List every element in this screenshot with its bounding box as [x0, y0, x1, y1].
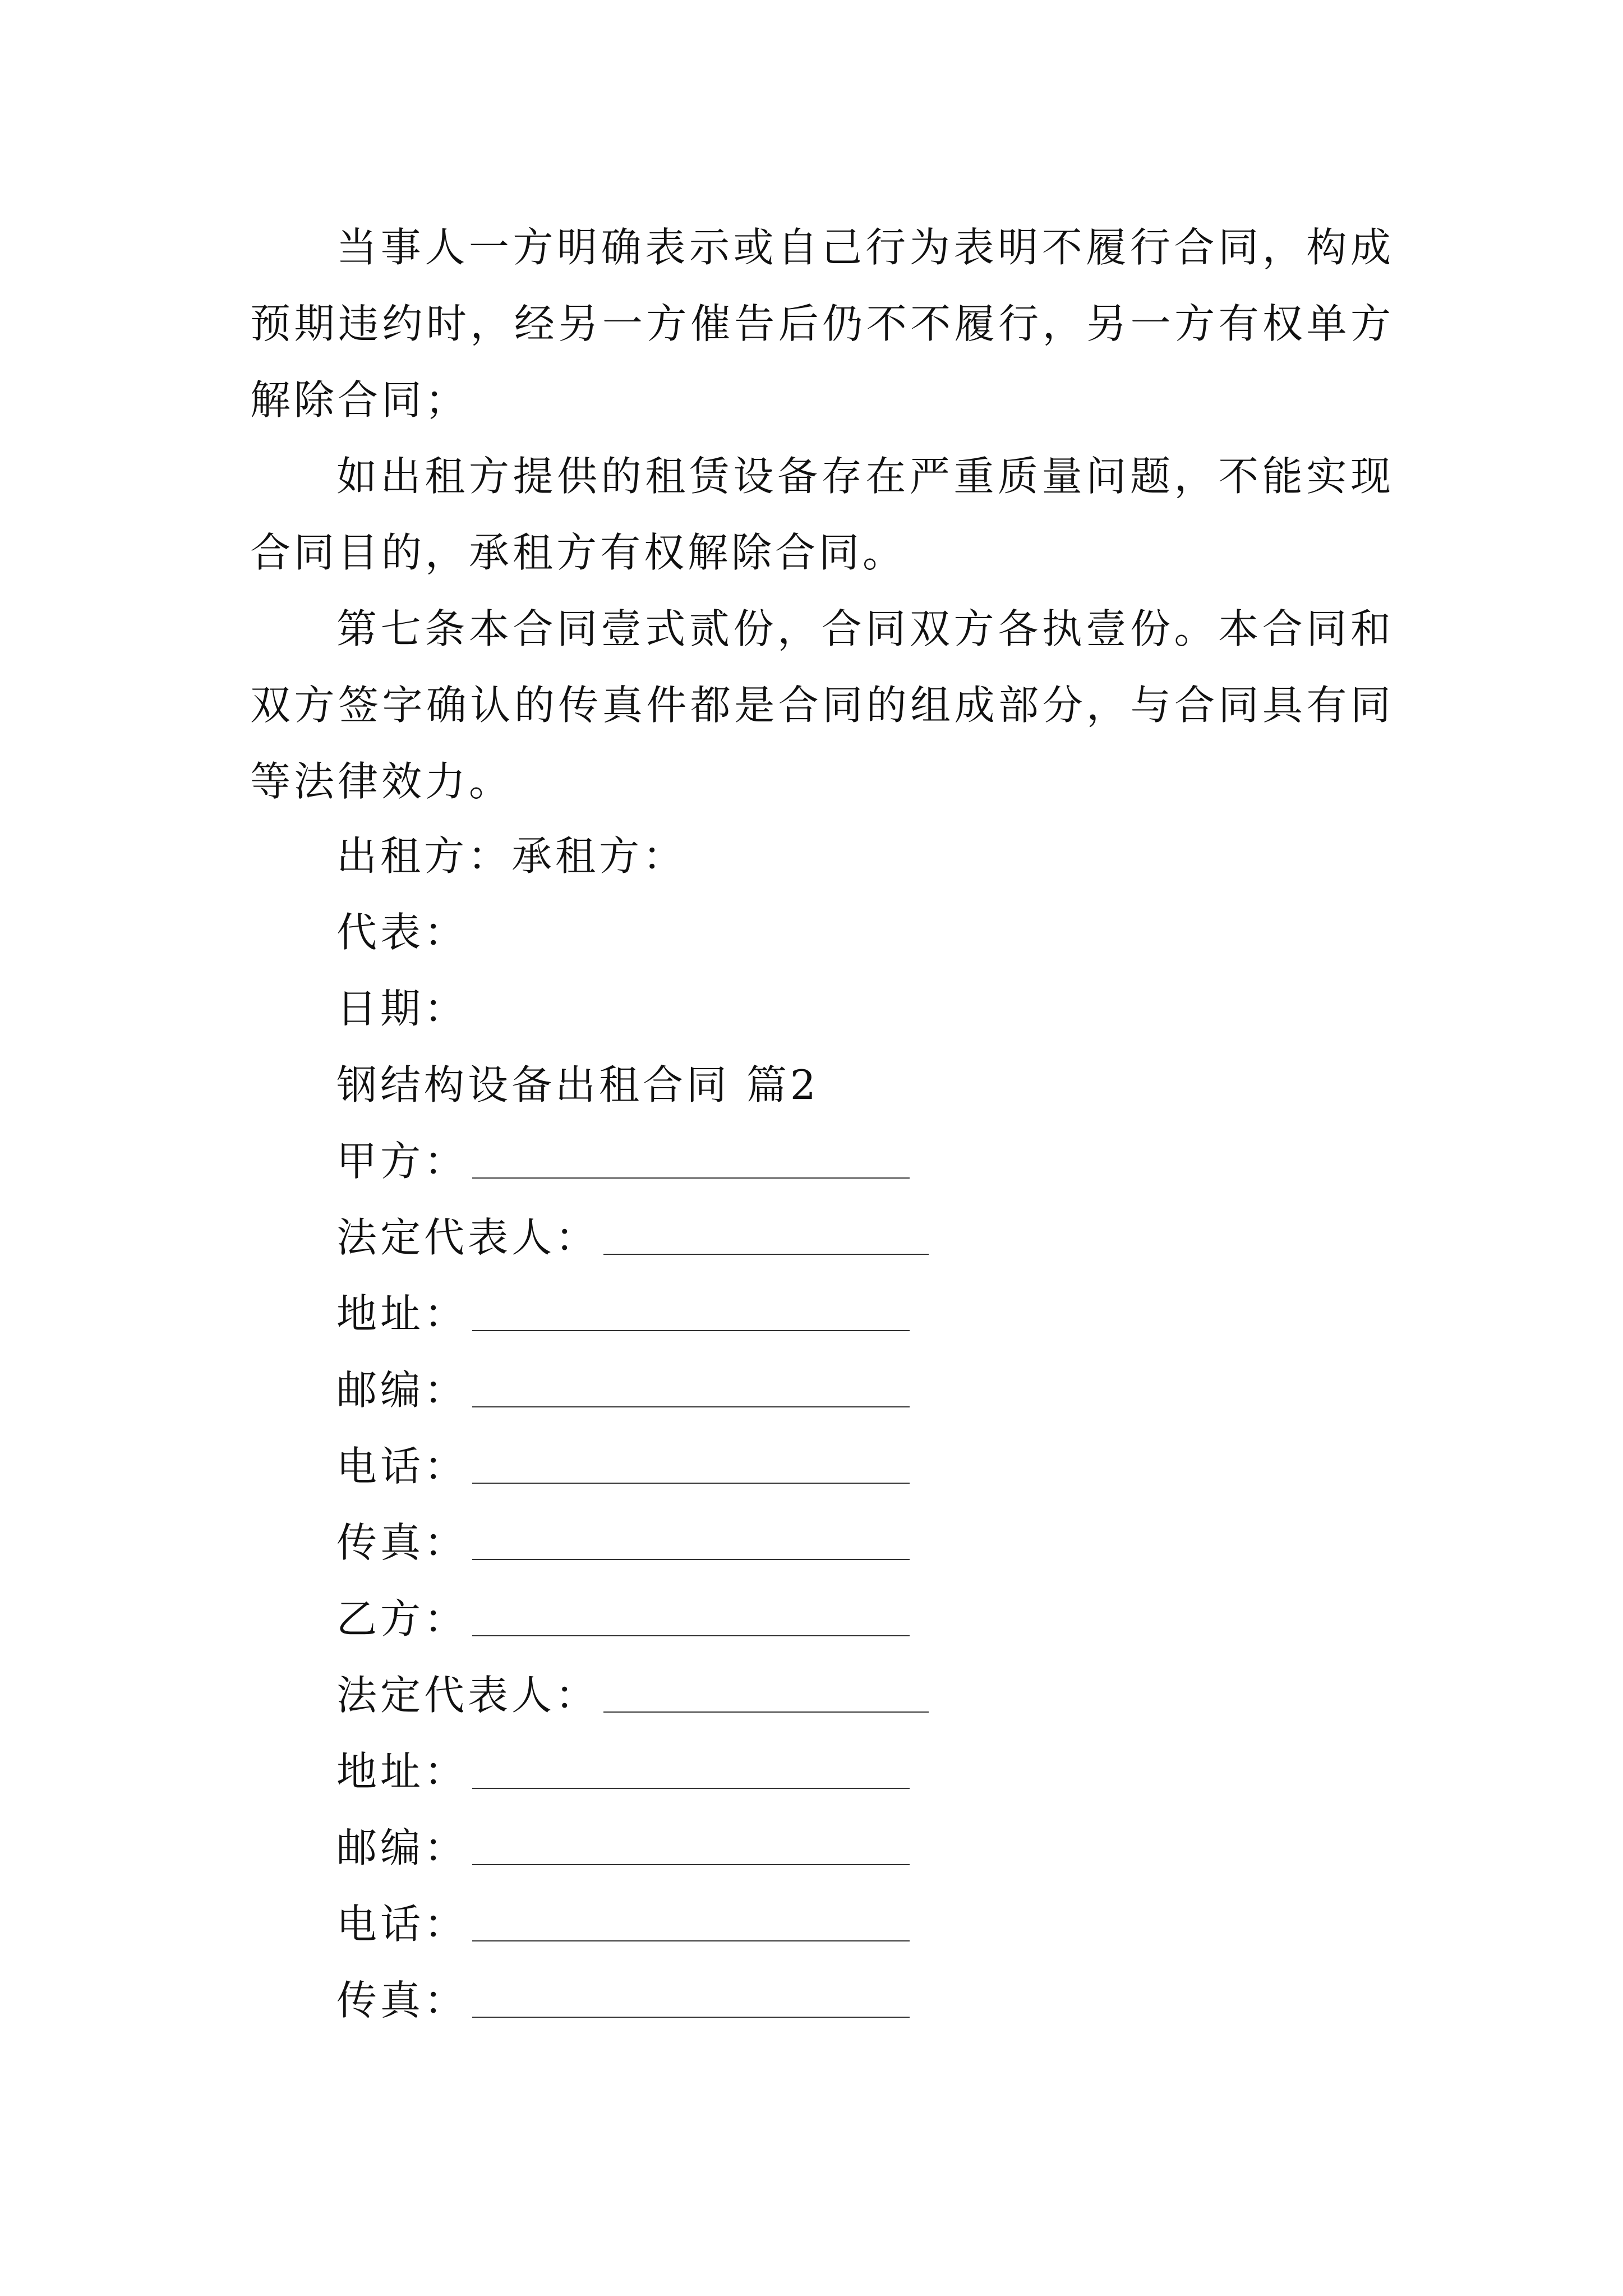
- party-b-phone-blank[interactable]: [472, 1940, 910, 1941]
- party-a-postcode-blank[interactable]: [472, 1406, 910, 1407]
- party-a-phone-label: 电话：: [336, 1443, 468, 1490]
- party-b-fax-field: [336, 1972, 910, 2028]
- clause-paragraph-3: 第七条本合同壹式贰份，合同双方各执壹份。本合同和双方签字确认的传真件都是合同的组成部分，与合同具有同等法律效力。: [250, 605, 1394, 805]
- party-b-address-label: 地址：: [336, 1748, 468, 1795]
- party-a-phone-field: [336, 1438, 910, 1494]
- party-b-name-blank[interactable]: [472, 1635, 910, 1636]
- party-a-phone-blank[interactable]: [472, 1483, 910, 1484]
- party-a-postcode-field: [336, 1362, 910, 1418]
- party-b-postcode-blank[interactable]: [472, 1864, 910, 1865]
- party-a-postcode-label: 邮编：: [336, 1366, 468, 1414]
- section-title: [336, 1057, 819, 1113]
- party-a-fax-blank[interactable]: [472, 1559, 910, 1560]
- clause-paragraph-1: 当事人一方明确表示或自己行为表明不履行合同，构成预期违约时，经另一方催告后仍不不履行，另一方有权单方解除合同；: [250, 224, 1394, 424]
- section-title-text: 钢结构设备出租合同 篇2: [336, 1061, 819, 1108]
- party-a-legal-rep-field: [336, 1209, 929, 1266]
- party-b-fax-blank[interactable]: [472, 2017, 910, 2018]
- party-b-name-label: 乙方：: [336, 1595, 468, 1642]
- party-b-postcode-field: [336, 1820, 910, 1876]
- party-a-legal-rep-label: 法定代表人：: [336, 1214, 600, 1261]
- party-a-address-label: 地址：: [336, 1290, 468, 1337]
- party-a-address-blank[interactable]: [472, 1330, 910, 1331]
- party-a-fax-field: [336, 1515, 910, 1571]
- signature-date-line: [336, 981, 468, 1037]
- signature-date-label: 日期：: [336, 985, 468, 1032]
- signature-parties-label: 出租方：承租方：: [336, 832, 687, 880]
- party-b-legal-rep-field: [336, 1667, 929, 1723]
- party-a-name-label: 甲方：: [336, 1138, 468, 1185]
- party-b-address-field: [336, 1743, 910, 1800]
- party-a-legal-rep-blank[interactable]: [603, 1254, 929, 1255]
- party-b-phone-label: 电话：: [336, 1901, 468, 1948]
- party-b-name-field: [336, 1591, 910, 1647]
- party-a-name-field: [336, 1133, 910, 1189]
- party-a-address-field: [336, 1286, 910, 1342]
- party-b-postcode-label: 邮编：: [336, 1824, 468, 1871]
- party-a-name-blank[interactable]: [472, 1177, 910, 1179]
- party-b-phone-field: [336, 1896, 910, 1952]
- party-a-fax-label: 传真：: [336, 1519, 468, 1566]
- party-b-fax-label: 传真：: [336, 1977, 468, 2024]
- clause-paragraph-2: 如出租方提供的租赁设备存在严重质量问题，不能实现合同目的，承租方有权解除合同。: [250, 453, 1394, 576]
- signature-parties-line: [336, 828, 686, 884]
- signature-representative-line: [336, 904, 468, 960]
- party-b-legal-rep-label: 法定代表人：: [336, 1672, 600, 1719]
- party-b-address-blank[interactable]: [472, 1788, 910, 1789]
- signature-representative-label: 代表：: [336, 909, 468, 956]
- party-b-legal-rep-blank[interactable]: [603, 1711, 929, 1713]
